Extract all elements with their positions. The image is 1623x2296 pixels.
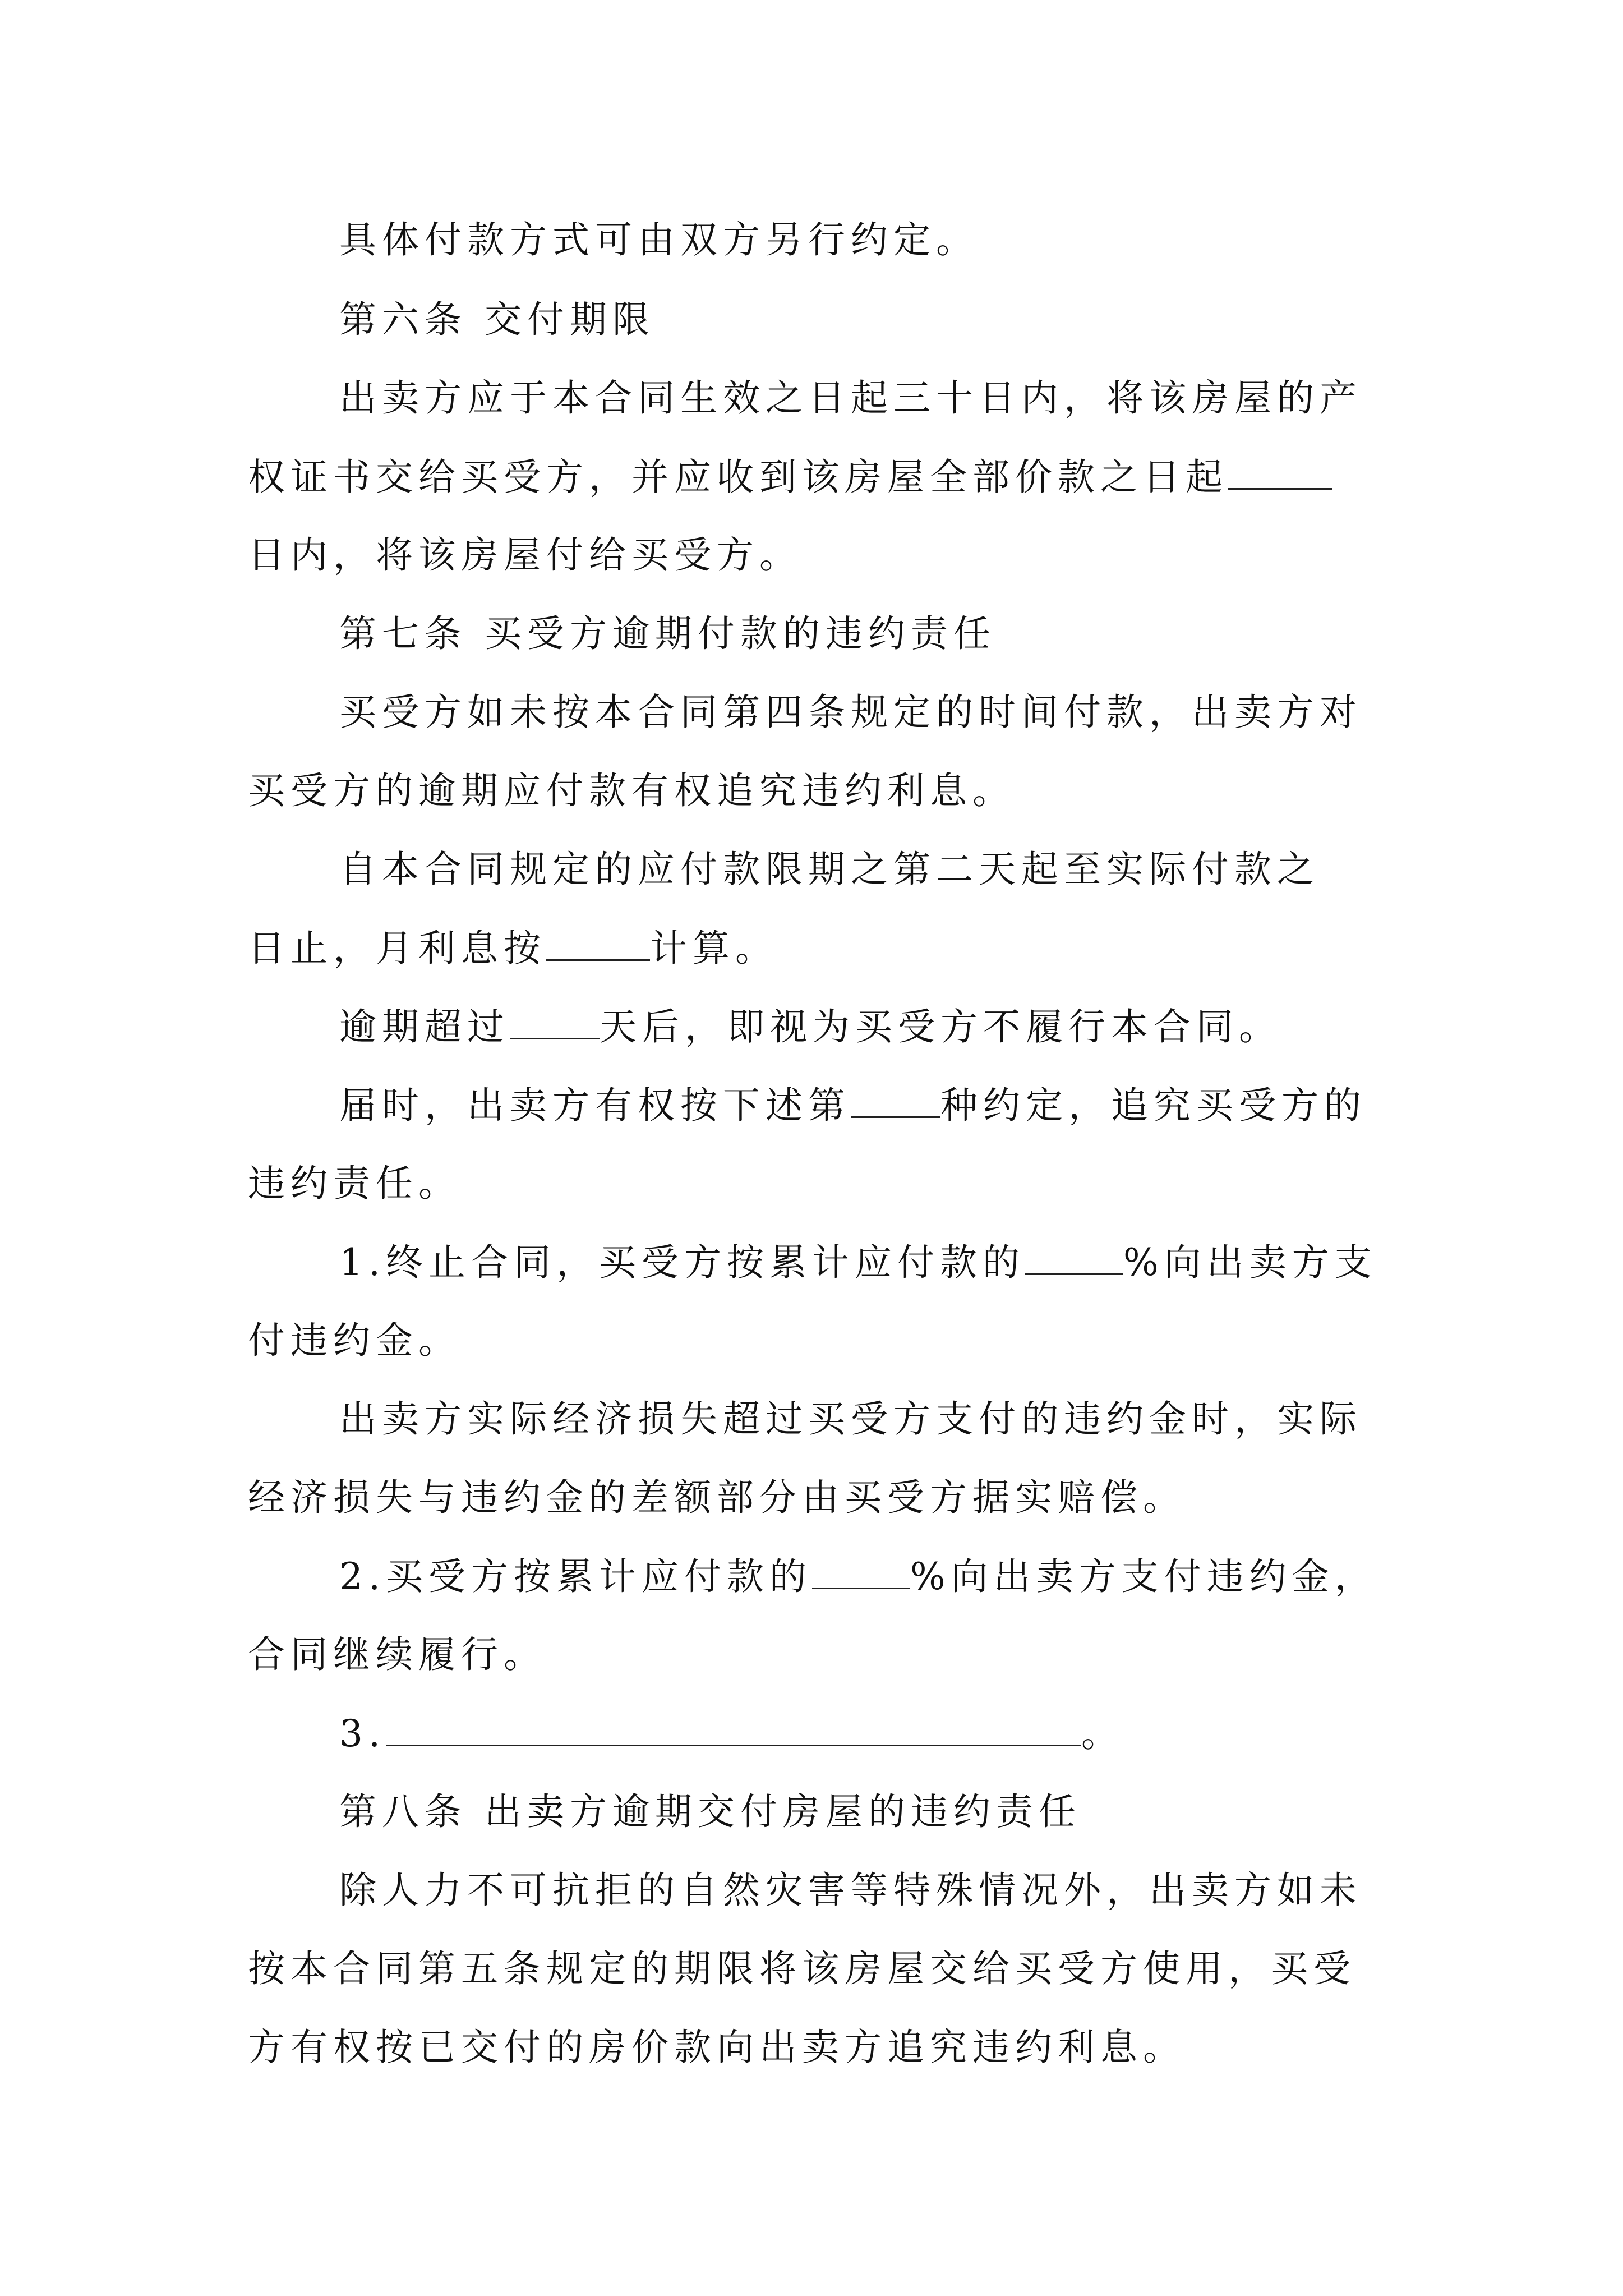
interest-text-line-2: 日止，月利息按 计算。 bbox=[248, 927, 778, 970]
article-7-heading: 第七条 买受方逾期付款的违约责任 bbox=[339, 612, 996, 655]
option-1-line-2: 付违约金。 bbox=[248, 1319, 461, 1362]
article-6-text-line-2: 权证书交给买受方，并应收到该房屋全部价款之日起 bbox=[248, 454, 1332, 500]
paragraph-payment-method: 具体付款方式可由双方另行约定。 bbox=[339, 218, 979, 261]
interest-text-line-1: 自本合同规定的应付款限期之第二天起至实际付款之 bbox=[339, 848, 1320, 891]
article-7-text-line-1: 买受方如未按本合同第四条规定的时间付款，出卖方对 bbox=[339, 691, 1362, 734]
compensation-line-1: 出卖方实际经济损失超过买受方支付的违约金时，实际 bbox=[339, 1397, 1362, 1441]
blank-option-1-percent-field[interactable] bbox=[1025, 1240, 1123, 1275]
article-6-heading: 第六条 交付期限 bbox=[339, 298, 655, 341]
article-6-text-line-1: 出卖方应于本合同生效之日起三十日内，将该房屋的产 bbox=[339, 376, 1362, 420]
article-8-text-line-3: 方有权按已交付的房价款向出卖方追究违约利息。 bbox=[248, 2026, 1186, 2069]
overdue-days-line: 逾期超过 天后，即视为买受方不履行本合同。 bbox=[339, 1005, 1281, 1048]
blank-option-3-field[interactable] bbox=[386, 1711, 1081, 1746]
compensation-line-2: 经济损失与违约金的差额部分由买受方据实赔偿。 bbox=[248, 1476, 1186, 1519]
option-2-line-2: 合同继续履行。 bbox=[248, 1633, 546, 1676]
blank-days-field[interactable] bbox=[1228, 454, 1332, 490]
article-8-text-line-2: 按本合同第五条规定的期限将该房屋交给买受方使用，买受 bbox=[248, 1947, 1356, 1990]
blank-interest-rate-field[interactable] bbox=[546, 926, 650, 961]
option-choice-line-2: 违约责任。 bbox=[248, 1162, 461, 1205]
article-8-text-line-1: 除人力不可抗拒的自然灾害等特殊情况外，出卖方如未 bbox=[339, 1869, 1362, 1912]
option-1-line-1: 1.终止合同，买受方按累计应付款的 %向出卖方支 bbox=[339, 1241, 1377, 1284]
option-2-line-1: 2.买受方按累计应付款的 %向出卖方支付违约金， bbox=[339, 1555, 1377, 1598]
article-8-heading: 第八条 出卖方逾期交付房屋的违约责任 bbox=[339, 1790, 1081, 1833]
article-6-text-line-3: 日内，将该房屋付给买受方。 bbox=[248, 533, 802, 577]
blank-overdue-days-field[interactable] bbox=[510, 1004, 600, 1039]
blank-option-number-field[interactable] bbox=[851, 1083, 940, 1118]
blank-option-2-percent-field[interactable] bbox=[812, 1554, 910, 1589]
option-choice-line-1: 届时，出卖方有权按下述第 种约定，追究买受方的 bbox=[339, 1084, 1367, 1127]
article-7-text-line-2: 买受方的逾期应付款有权追究违约利息。 bbox=[248, 769, 1015, 812]
option-3-line: 3. 。 bbox=[339, 1712, 1124, 1755]
